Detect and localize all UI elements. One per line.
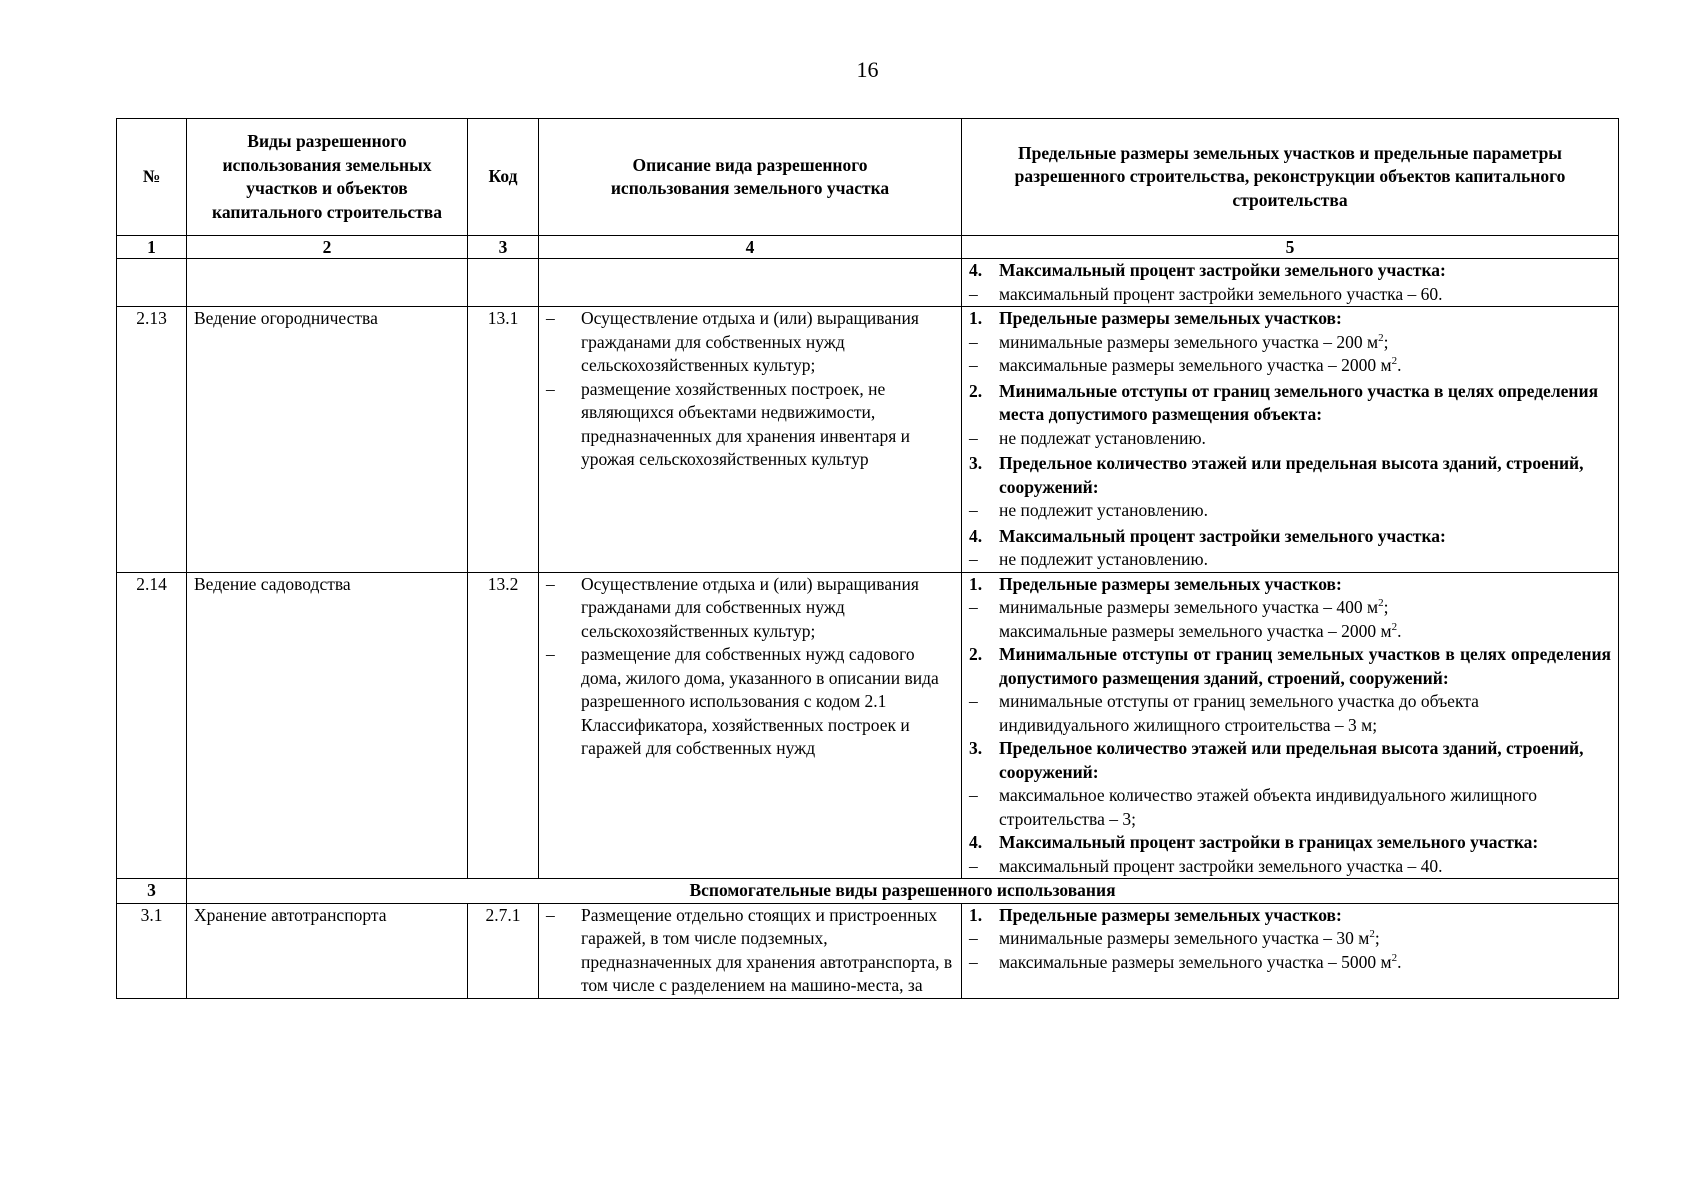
description-text: Осуществление отдыха и (или) выращивания гражданами для собственных нужд сельскохозяйственных культур; bbox=[581, 573, 919, 641]
superscript: 2 bbox=[1391, 951, 1398, 964]
param-heading bbox=[969, 380, 1611, 427]
column-number: 2 bbox=[187, 236, 468, 259]
param-number: 1. bbox=[969, 573, 983, 594]
param-line bbox=[969, 927, 1611, 951]
param-line bbox=[969, 427, 1611, 451]
param-heading bbox=[969, 904, 1611, 928]
page-number: 16 bbox=[856, 57, 879, 82]
param-number: 4. bbox=[969, 525, 983, 546]
params-cell bbox=[962, 572, 1619, 879]
param-group bbox=[969, 525, 1611, 572]
param-line-text: минимальные отступы от границ земельного участка до объекта индивидуального жилищного строительства – 3 м; bbox=[999, 691, 1479, 735]
dash: – bbox=[969, 549, 978, 569]
param-value: максимальные размеры земельного участка – 2000 м bbox=[999, 620, 1392, 641]
param-line-text bbox=[999, 354, 1611, 378]
punctuation: . bbox=[1397, 355, 1402, 375]
param-number: 2. bbox=[969, 644, 983, 664]
param-group bbox=[969, 452, 1611, 523]
param-line bbox=[969, 354, 1611, 378]
continuation-row bbox=[117, 259, 1619, 307]
description-text: Размещение отдельно стоящих и пристроенных гаражей, в том числе подземных, предназначенных для хранения автотранспорта, в том числе с разделением на машино-места, за bbox=[581, 904, 953, 995]
use-type-description bbox=[539, 572, 962, 879]
param-line bbox=[969, 548, 1611, 572]
description-item bbox=[546, 573, 954, 644]
param-line bbox=[969, 784, 1611, 831]
param-line-text bbox=[999, 951, 1611, 975]
superscript: 2 bbox=[1378, 331, 1384, 344]
dash: – bbox=[969, 785, 978, 805]
description-text: Осуществление отдыха и (или) выращивания гражданами для собственных нужд сельскохозяйственных культур; bbox=[581, 308, 919, 375]
param-group bbox=[969, 573, 1611, 644]
superscript: 2 bbox=[1369, 928, 1375, 941]
param-number: 4. bbox=[969, 260, 983, 280]
table-row-2-14 bbox=[117, 572, 1619, 879]
param-number: 3. bbox=[969, 453, 983, 473]
use-type-name: Хранение автотранспорта bbox=[187, 903, 468, 998]
use-type-description bbox=[539, 903, 962, 998]
param-heading bbox=[969, 307, 1611, 331]
param-number: 1. bbox=[969, 308, 983, 328]
punctuation: ; bbox=[1374, 928, 1380, 948]
dash: – bbox=[969, 427, 978, 448]
dash: – bbox=[969, 691, 978, 711]
regulations-table bbox=[116, 118, 1619, 999]
dash: – bbox=[969, 331, 978, 352]
use-type-code: 2.7.1 bbox=[468, 903, 539, 998]
header-num: № bbox=[117, 119, 187, 236]
params-cell bbox=[962, 259, 1619, 307]
param-heading-text: Максимальный процент застройки в границах земельного участка: bbox=[999, 832, 1539, 852]
param-line bbox=[969, 620, 1611, 644]
param-line-text: максимальный процент застройки земельного участка – 40. bbox=[999, 855, 1443, 876]
param-line bbox=[969, 283, 1611, 307]
section-title: Вспомогательные виды разрешенного использования bbox=[187, 879, 1619, 904]
param-heading bbox=[969, 452, 1611, 499]
param-heading-text: Минимальные отступы от границ земельных участков в целях определения допустимого размещения зданий, строений, сооружений: bbox=[999, 644, 1611, 688]
punctuation: . bbox=[1397, 620, 1402, 641]
punctuation: ; bbox=[1383, 597, 1389, 617]
param-value: максимальные размеры земельного участка – 5000 м bbox=[999, 951, 1392, 972]
params-cell bbox=[962, 307, 1619, 573]
dash: – bbox=[969, 951, 978, 972]
param-line-text: максимальное количество этажей объекта индивидуального жилищного строительства – 3; bbox=[999, 785, 1538, 829]
param-line bbox=[969, 499, 1611, 523]
header-row bbox=[117, 119, 1619, 236]
param-line bbox=[969, 331, 1611, 355]
dash: – bbox=[546, 904, 555, 925]
section-number: 3 bbox=[117, 879, 187, 904]
description-text: размещение хозяйственных построек, не являющихся объектами недвижимости, предназначенных для хранения инвентаря и урожая сельскохозяйственных культур bbox=[581, 378, 911, 469]
row-number: 3.1 bbox=[117, 903, 187, 998]
param-heading-text: Максимальный процент застройки земельного участка: bbox=[999, 525, 1446, 546]
param-heading-text: Предельные размеры земельных участков: bbox=[999, 904, 1342, 925]
param-line bbox=[969, 596, 1611, 620]
header-code: Код bbox=[468, 119, 539, 236]
param-heading bbox=[969, 643, 1611, 690]
table-row-3-1 bbox=[117, 903, 1619, 998]
param-line-text bbox=[999, 620, 1611, 644]
param-group bbox=[969, 904, 1611, 975]
param-number: 1. bbox=[969, 904, 983, 925]
param-heading-text: Предельное количество этажей или предельная высота зданий, строений, сооружений: bbox=[999, 738, 1584, 782]
superscript: 2 bbox=[1391, 355, 1398, 368]
dash: – bbox=[969, 597, 978, 617]
param-heading-text: Предельное количество этажей или предельная высота зданий, строений, сооружений: bbox=[999, 453, 1584, 497]
param-heading bbox=[969, 573, 1611, 597]
param-heading-text: Предельные размеры земельных участков: bbox=[999, 573, 1342, 594]
dash: – bbox=[969, 500, 978, 520]
dash: – bbox=[546, 644, 555, 664]
param-heading-text: Максимальный процент застройки земельного участка: bbox=[999, 260, 1446, 280]
param-line-text: не подлежат установлению. bbox=[999, 427, 1206, 448]
param-line bbox=[969, 855, 1611, 879]
row-number: 2.14 bbox=[117, 572, 187, 879]
superscript: 2 bbox=[1378, 597, 1384, 610]
column-numbers-row bbox=[117, 236, 1619, 259]
use-type-name: Ведение садоводства bbox=[187, 572, 468, 879]
description-item bbox=[546, 307, 954, 378]
params-cell bbox=[962, 903, 1619, 998]
param-value: минимальные размеры земельного участка – 400 м bbox=[999, 597, 1379, 617]
empty-cell bbox=[117, 259, 187, 307]
param-value: максимальные размеры земельного участка – 2000 м bbox=[999, 355, 1392, 375]
dash: – bbox=[969, 928, 978, 948]
param-group bbox=[969, 831, 1611, 878]
param-line-text: не подлежит установлению. bbox=[999, 549, 1208, 569]
empty-cell bbox=[468, 259, 539, 307]
empty-cell bbox=[539, 259, 962, 307]
dash: – bbox=[546, 308, 555, 328]
param-value: минимальные размеры земельного участка – 30 м bbox=[999, 928, 1370, 948]
description-item bbox=[546, 904, 954, 998]
description-item bbox=[546, 378, 954, 472]
section-row bbox=[117, 879, 1619, 904]
dash: – bbox=[546, 573, 555, 594]
param-group bbox=[969, 643, 1611, 737]
spacer bbox=[969, 620, 999, 644]
param-line-text: не подлежит установлению. bbox=[999, 500, 1208, 520]
header-name: Виды разрешенного использования земельных участков и объектов капитального строительства bbox=[187, 119, 468, 236]
header-description: Описание вида разрешенного использования земельного участка bbox=[539, 119, 962, 236]
param-line-text bbox=[999, 331, 1611, 355]
use-type-code: 13.1 bbox=[468, 307, 539, 573]
param-group bbox=[969, 380, 1611, 451]
param-number: 2. bbox=[969, 380, 983, 401]
use-type-name: Ведение огородничества bbox=[187, 307, 468, 573]
description-item bbox=[546, 643, 954, 761]
param-heading bbox=[969, 831, 1611, 855]
column-number: 4 bbox=[539, 236, 962, 259]
param-value: минимальные размеры земельного участка – 200 м bbox=[999, 331, 1379, 352]
punctuation: ; bbox=[1383, 331, 1389, 352]
param-heading bbox=[969, 259, 1611, 283]
param-line-text bbox=[999, 927, 1611, 951]
use-type-code: 13.2 bbox=[468, 572, 539, 879]
header-params: Предельные размеры земельных участков и предельные параметры разрешенного строительства, реконструкции объектов капитального строительства bbox=[962, 119, 1619, 236]
dash: – bbox=[969, 855, 978, 876]
dash: – bbox=[969, 283, 978, 304]
param-heading bbox=[969, 737, 1611, 784]
punctuation: . bbox=[1397, 951, 1402, 972]
param-line-text bbox=[999, 596, 1611, 620]
param-group bbox=[969, 307, 1611, 378]
column-number: 5 bbox=[962, 236, 1619, 259]
column-number: 1 bbox=[117, 236, 187, 259]
row-number: 2.13 bbox=[117, 307, 187, 573]
param-line bbox=[969, 951, 1611, 975]
param-number: 4. bbox=[969, 832, 983, 852]
dash: – bbox=[546, 378, 555, 399]
dash: – bbox=[969, 355, 978, 375]
param-number: 3. bbox=[969, 738, 983, 758]
table-row-2-13 bbox=[117, 307, 1619, 573]
param-heading bbox=[969, 525, 1611, 549]
param-line bbox=[969, 690, 1611, 737]
param-heading-text: Предельные размеры земельных участков: bbox=[999, 308, 1342, 328]
param-line-text: максимальный процент застройки земельного участка – 60. bbox=[999, 283, 1443, 304]
column-number: 3 bbox=[468, 236, 539, 259]
use-type-description bbox=[539, 307, 962, 573]
param-heading-text: Минимальные отступы от границ земельного участка в целях определения места допустимого размещения объекта: bbox=[999, 380, 1599, 424]
param-group bbox=[969, 737, 1611, 831]
empty-cell bbox=[187, 259, 468, 307]
description-text: размещение для собственных нужд садового дома, жилого дома, указанного в описании вида разрешенного использования с кодом 2.1 Классификатора, хозяйственных построек и гаражей для собственных нужд bbox=[581, 644, 939, 758]
superscript: 2 bbox=[1391, 620, 1398, 633]
